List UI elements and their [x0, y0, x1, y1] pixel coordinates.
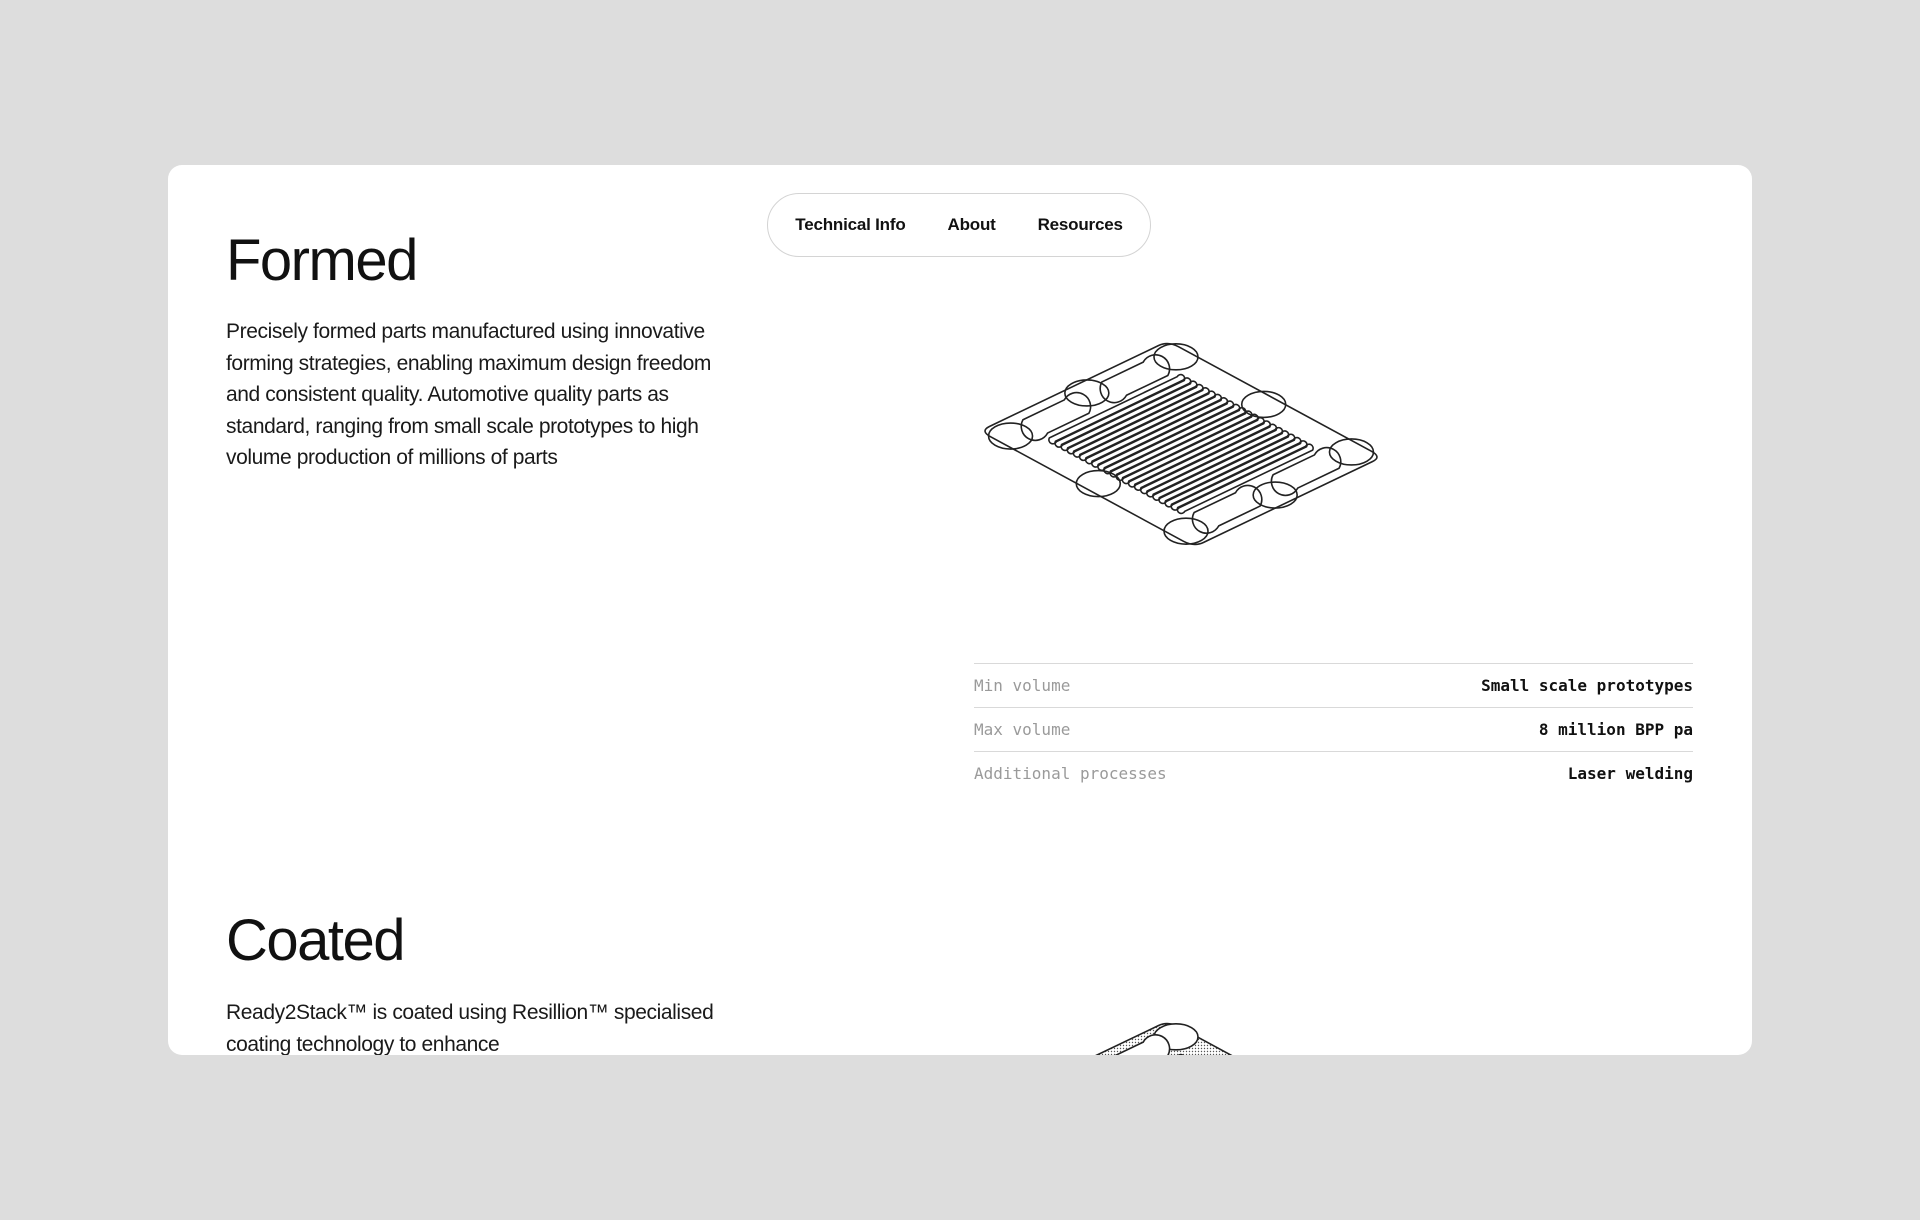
coated-plate-icon	[168, 165, 1752, 1055]
content-card	[168, 165, 1752, 1055]
spec-label: Additional processes	[974, 764, 1167, 783]
nav-technical-info[interactable]: Technical Info	[795, 215, 906, 234]
spec-value: Small scale prototypes	[1481, 676, 1693, 695]
spec-label: Min volume	[974, 676, 1071, 695]
section-title-coated: Coated	[226, 908, 405, 973]
spec-value: 8 million BPP pa	[1538, 720, 1693, 739]
section-description-coated: Ready2Stack™ is coated using Resillion™ specialised coating technology to enhance	[226, 1001, 714, 1055]
nav-about[interactable]: About	[947, 215, 996, 234]
spec-label: Max volume	[974, 720, 1071, 739]
section-description-formed: Precisely formed parts manufactured using innovative forming strategies, enabling maximum design freedom and consistent quality. Automotive quality parts as standard, ranging from small scale prototypes to high volume production of millions of parts	[226, 320, 712, 470]
spec-value: Laser welding	[1567, 764, 1693, 783]
nav-resources[interactable]: Resources	[1037, 215, 1123, 234]
section-title-formed: Formed	[226, 228, 417, 293]
